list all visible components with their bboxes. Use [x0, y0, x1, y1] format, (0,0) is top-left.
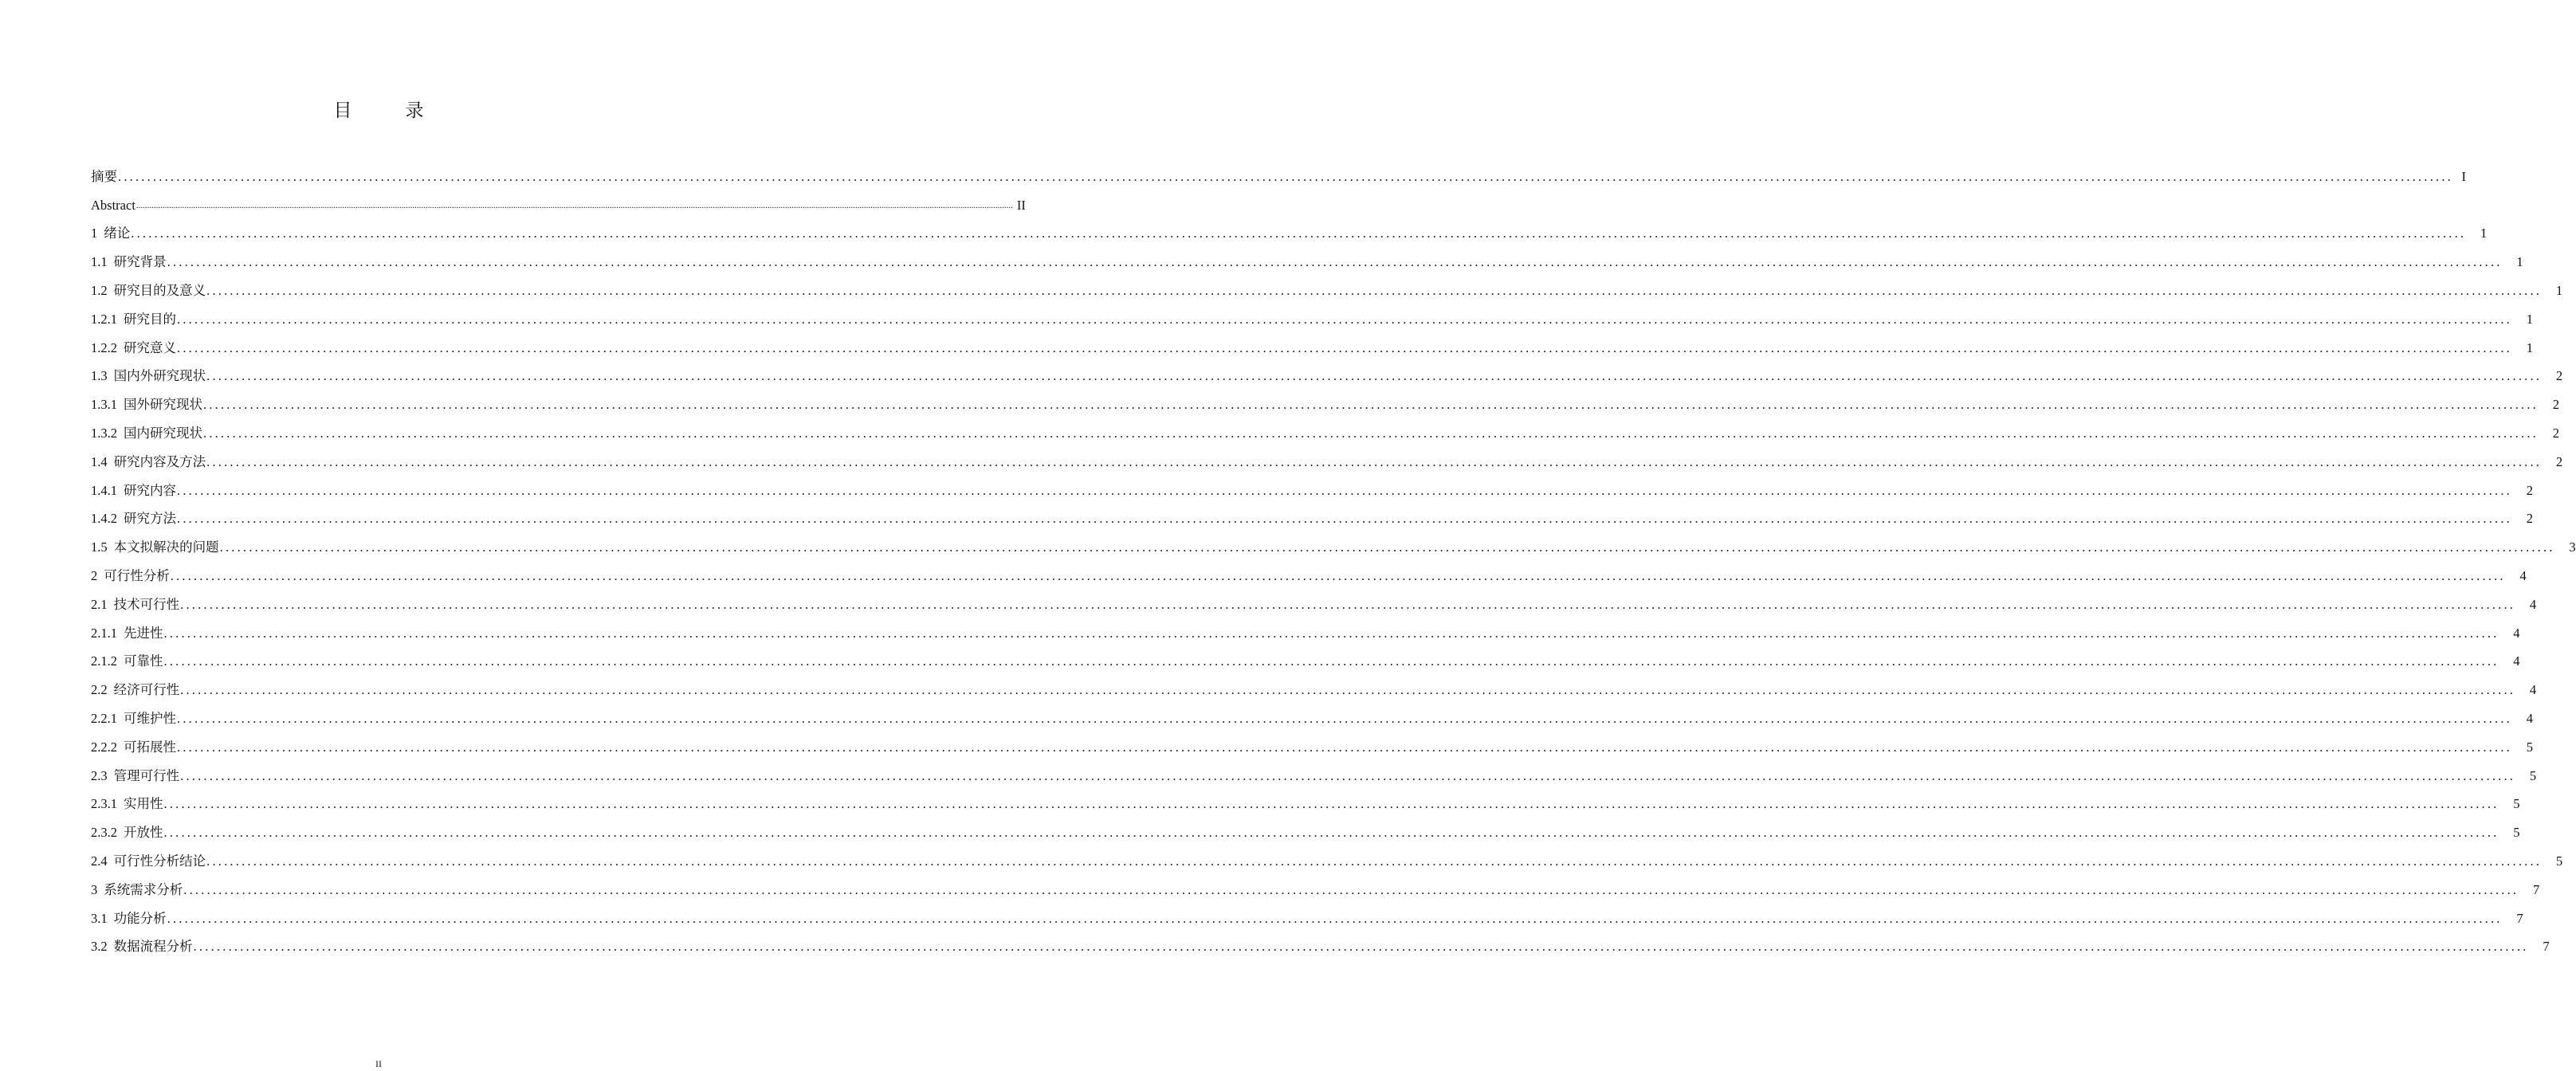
- toc-leader: ................................................................................................................................................................................................................................................................................................................................................................................................................: [177, 511, 2512, 527]
- toc-entry[interactable]: [91, 156, 2466, 185]
- toc-entry-number: 1.3: [91, 368, 108, 384]
- toc-leader: ................................................................................................................................................................................................................................................................................................................................................................................................................: [203, 425, 2539, 441]
- toc-entry-page: 1: [2526, 339, 2533, 355]
- toc-entry[interactable]: [91, 784, 2520, 813]
- toc-entry-label: 研究方法: [124, 511, 176, 527]
- toc-entry-label: 系统需求分析: [104, 881, 183, 897]
- toc-entry-page: 3: [2569, 539, 2576, 555]
- toc-entry[interactable]: [91, 384, 2559, 413]
- toc-entry[interactable]: [91, 214, 2488, 242]
- toc-entry[interactable]: [91, 299, 2533, 328]
- toc-leader: ................................................................................................................................................................................................................................................................................................................................................................................................................: [177, 339, 2512, 355]
- toc-entry-number: 2.1.2: [91, 653, 117, 669]
- toc-entry-label: 经济可行性: [113, 682, 180, 698]
- toc-leader: ................................................................................................................................................................................................................................................................................................................................................................................................................: [180, 767, 2516, 783]
- toc-entry-number: 1.4.2: [91, 511, 117, 527]
- toc-entry[interactable]: [91, 356, 2563, 385]
- toc-entry[interactable]: [91, 441, 2563, 470]
- toc-leader: ................................................................................................................................................................................................................................................................................................................................................................................................................: [180, 596, 2516, 612]
- toc-entry-label: 可行性分析: [104, 567, 170, 583]
- toc-entry[interactable]: [91, 584, 2537, 613]
- toc-entry-number: 1: [91, 226, 98, 241]
- toc-entry[interactable]: [91, 727, 2533, 755]
- toc-entry-number: 1.3.2: [91, 425, 117, 441]
- toc-leader: ................................................................................................................................................................................................................................................................................................................................................................................................................: [206, 368, 2543, 384]
- toc-leader: ................................................................................................................................................................................................................................................................................................................................................................................................................: [170, 567, 2506, 583]
- toc-entry-page: 2: [2526, 482, 2533, 498]
- toc-entry[interactable]: [91, 669, 2537, 698]
- toc-entry-number: 2.3: [91, 767, 108, 783]
- toc-entry[interactable]: [91, 470, 2533, 499]
- toc-entry-number: 3.1: [91, 910, 108, 926]
- toc-entry-page: 7: [2516, 910, 2523, 926]
- toc-entry-label: 研究内容: [124, 482, 176, 498]
- toc-leader: ................................................................................................................................................................................................................................................................................................................................................................................................................: [135, 200, 1013, 210]
- toc-entry-number: 1.2.1: [91, 311, 117, 327]
- toc-entry-label: 摘要: [91, 168, 117, 184]
- toc-leader: ................................................................................................................................................................................................................................................................................................................................................................................................................: [177, 739, 2512, 755]
- toc-entry-page: 4: [2513, 625, 2520, 641]
- toc-entry[interactable]: [91, 755, 2537, 784]
- toc-entry-label: 研究内容及方法: [113, 453, 206, 469]
- toc-entry-label: 技术可行性: [113, 596, 180, 612]
- toc-entry[interactable]: [91, 613, 2520, 641]
- toc-entry-label: 国内外研究现状: [113, 368, 206, 384]
- toc-entry-number: 1.1: [91, 254, 108, 270]
- toc-list: [91, 156, 2576, 955]
- toc-entry-number: 2.2: [91, 682, 108, 698]
- toc-entry[interactable]: [91, 641, 2520, 670]
- toc-entry[interactable]: [91, 927, 2550, 955]
- toc-leader: ................................................................................................................................................................................................................................................................................................................................................................................................................: [177, 311, 2512, 327]
- toc-entry-number: 1.3.1: [91, 397, 117, 413]
- toc-entry-page: 5: [2555, 853, 2563, 869]
- toc-entry-page: 4: [2519, 567, 2527, 583]
- toc-entry[interactable]: [91, 527, 2576, 555]
- toc-entry-number: 2.4: [91, 853, 108, 869]
- toc-leader: ................................................................................................................................................................................................................................................................................................................................................................................................................: [163, 653, 2499, 669]
- toc-leader: ................................................................................................................................................................................................................................................................................................................................................................................................................: [206, 453, 2543, 469]
- toc-entry[interactable]: [91, 270, 2563, 299]
- toc-entry-page: 4: [2526, 710, 2533, 726]
- toc-entry-number: 1.2: [91, 282, 108, 298]
- toc-leader: ................................................................................................................................................................................................................................................................................................................................................................................................................: [206, 282, 2543, 298]
- toc-entry-label: 管理可行性: [113, 767, 180, 783]
- toc-entry-label: 数据流程分析: [113, 939, 193, 955]
- toc-entry-page: II: [1016, 197, 1026, 213]
- toc-leader: ................................................................................................................................................................................................................................................................................................................................................................................................................: [163, 796, 2499, 812]
- toc-leader: ................................................................................................................................................................................................................................................................................................................................................................................................................: [206, 853, 2543, 869]
- toc-entry-page: 1: [2516, 254, 2523, 270]
- toc-entry-page: 1: [2555, 282, 2563, 298]
- toc-leader: ................................................................................................................................................................................................................................................................................................................................................................................................................: [163, 625, 2499, 641]
- toc-entry-number: 1.2.2: [91, 339, 117, 355]
- toc-entry-label: 可行性分析结论: [113, 853, 206, 869]
- toc-entry-page: 5: [2513, 796, 2520, 812]
- toc-entry[interactable]: [91, 413, 2559, 441]
- toc-leader: ................................................................................................................................................................................................................................................................................................................................................................................................................: [203, 397, 2539, 413]
- toc-entry-number: 2.3.2: [91, 825, 117, 841]
- toc-leader: ................................................................................................................................................................................................................................................................................................................................................................................................................: [167, 910, 2503, 926]
- toc-entry[interactable]: [91, 185, 1026, 214]
- toc-entry-label: Abstract: [91, 197, 135, 213]
- toc-entry-label: 功能分析: [113, 910, 167, 926]
- toc-entry-label: 国内研究现状: [124, 425, 202, 441]
- toc-entry-page: 2: [2552, 425, 2559, 441]
- toc-entry-page: 2: [2526, 511, 2533, 527]
- toc-leader: ................................................................................................................................................................................................................................................................................................................................................................................................................: [219, 539, 2555, 555]
- toc-leader: ................................................................................................................................................................................................................................................................................................................................................................................................................: [193, 939, 2529, 955]
- toc-entry-page: 4: [2529, 596, 2537, 612]
- toc-entry-page: 5: [2526, 739, 2533, 755]
- toc-entry-page: 1: [2526, 311, 2533, 327]
- toc-entry-label: 本文拟解决的问题: [113, 539, 219, 555]
- toc-entry-label: 研究目的: [124, 311, 176, 327]
- toc-entry-page: 7: [2543, 939, 2550, 955]
- toc-leader: ................................................................................................................................................................................................................................................................................................................................................................................................................: [177, 482, 2512, 498]
- toc-entry-number: 3.2: [91, 939, 108, 955]
- toc-entry-page: 2: [2555, 453, 2563, 469]
- toc-entry-page: 2: [2552, 397, 2559, 413]
- toc-entry-label: 研究意义: [124, 339, 176, 355]
- toc-entry[interactable]: [91, 499, 2533, 528]
- toc-entry-label: 实用性: [124, 796, 163, 812]
- toc-leader: ................................................................................................................................................................................................................................................................................................................................................................................................................: [131, 226, 2467, 241]
- toc-entry-page: 5: [2513, 825, 2520, 841]
- toc-entry-number: 3: [91, 881, 98, 897]
- toc-entry-number: 2.2.2: [91, 739, 117, 755]
- toc-entry[interactable]: [91, 841, 2563, 869]
- toc-entry-page: 4: [2513, 653, 2520, 669]
- toc-leader: ................................................................................................................................................................................................................................................................................................................................................................................................................: [163, 825, 2499, 841]
- toc-entry-number: 2: [91, 567, 98, 583]
- toc-entry-page: 1: [2480, 226, 2488, 241]
- toc-entry-label: 可维护性: [124, 710, 176, 726]
- toc-entry-label: 可拓展性: [124, 739, 176, 755]
- toc-entry-page: 5: [2529, 767, 2537, 783]
- toc-entry[interactable]: [91, 869, 2540, 898]
- toc-leader: ................................................................................................................................................................................................................................................................................................................................................................................................................: [118, 168, 2453, 184]
- toc-leader: ................................................................................................................................................................................................................................................................................................................................................................................................................: [183, 881, 2519, 897]
- toc-entry-number: 2.1.1: [91, 625, 117, 641]
- toc-leader: ................................................................................................................................................................................................................................................................................................................................................................................................................: [180, 682, 2516, 698]
- toc-entry-number: 1.5: [91, 539, 108, 555]
- toc-entry-label: 研究背景: [113, 254, 167, 270]
- toc-leader: ................................................................................................................................................................................................................................................................................................................................................................................................................: [167, 254, 2503, 270]
- toc-entry[interactable]: [91, 241, 2523, 270]
- toc-title: 目 录: [333, 100, 442, 121]
- footer-page-number: II: [375, 1058, 382, 1069]
- toc-entry[interactable]: [91, 555, 2527, 584]
- toc-entry-number: 1.4.1: [91, 482, 117, 498]
- toc-entry-label: 可靠性: [124, 653, 163, 669]
- toc-entry-number: 2.1: [91, 596, 108, 612]
- toc-entry[interactable]: [91, 698, 2533, 727]
- toc-entry-label: 国外研究现状: [124, 397, 202, 413]
- toc-entry[interactable]: [91, 898, 2523, 927]
- toc-entry-label: 先进性: [124, 625, 163, 641]
- toc-entry-label: 开放性: [124, 825, 163, 841]
- toc-entry-page: 2: [2555, 368, 2563, 384]
- toc-leader: ................................................................................................................................................................................................................................................................................................................................................................................................................: [177, 710, 2512, 726]
- toc-entry-page: 4: [2529, 682, 2537, 698]
- toc-entry-label: 绪论: [104, 226, 131, 241]
- toc-entry-number: 2.2.1: [91, 710, 117, 726]
- toc-entry-number: 1.4: [91, 453, 108, 469]
- toc-entry-page: I: [2461, 168, 2466, 184]
- toc-entry[interactable]: [91, 328, 2533, 356]
- toc-entry-number: 2.3.1: [91, 796, 117, 812]
- toc-entry-label: 研究目的及意义: [113, 282, 206, 298]
- toc-entry[interactable]: [91, 812, 2520, 841]
- toc-entry-page: 7: [2533, 881, 2540, 897]
